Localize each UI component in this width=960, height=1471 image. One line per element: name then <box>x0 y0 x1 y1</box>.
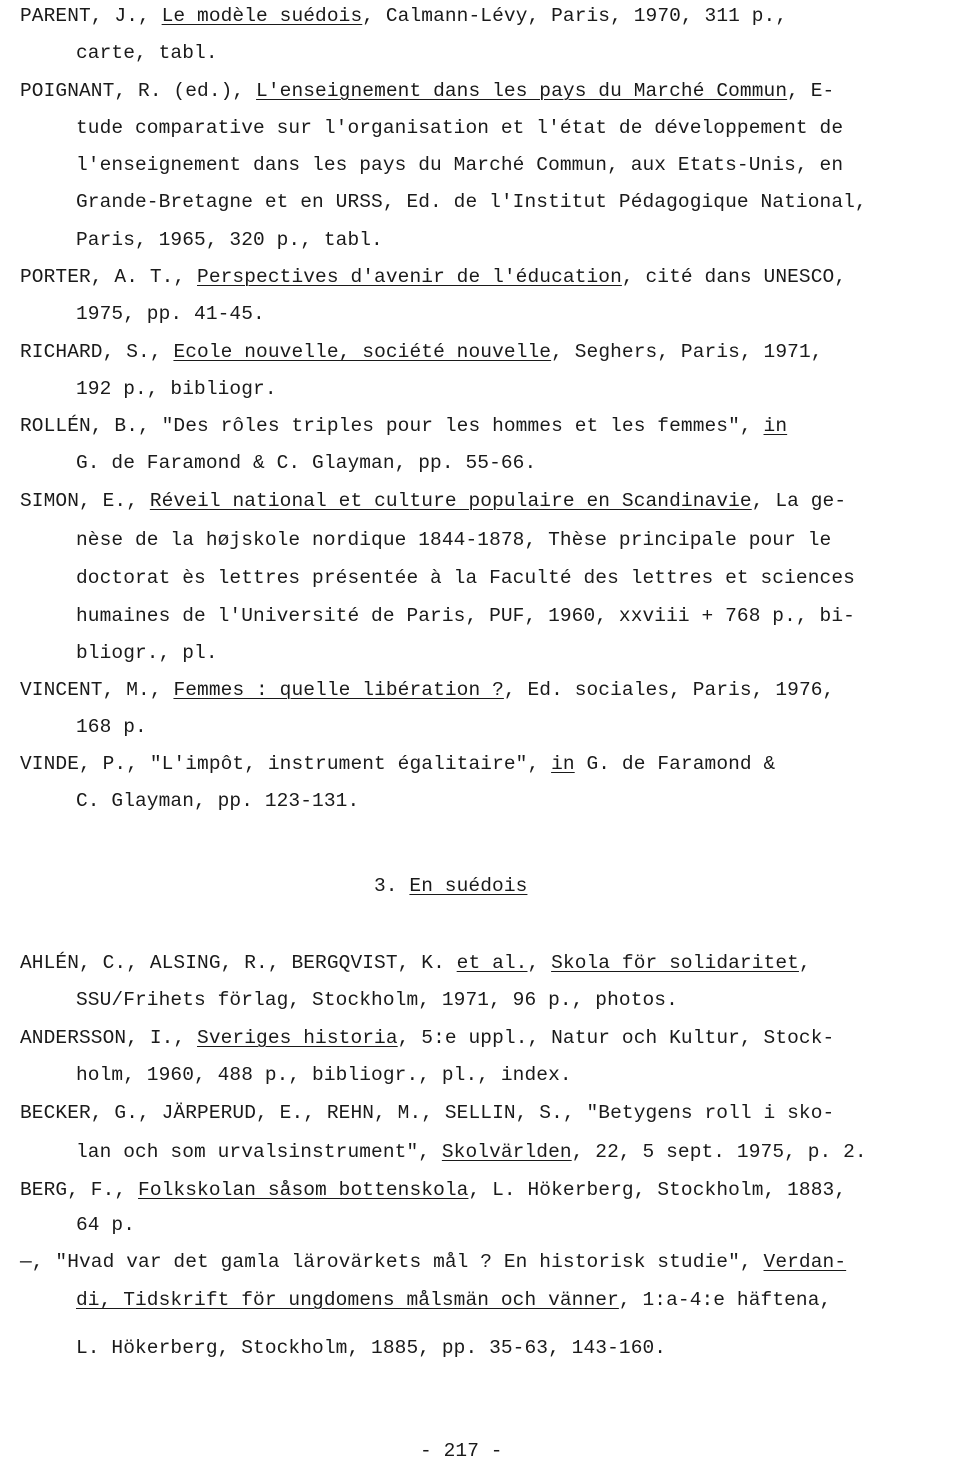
details-text: 192 p., bibliogr. <box>76 378 277 400</box>
bib-entry-hvad-line1 <box>20 1250 846 1274</box>
details-text: L. Hökerberg, Stockholm, 1885, pp. 35-63, 143-160. <box>76 1337 667 1359</box>
separator-text: , <box>798 952 811 974</box>
title-text: Folkskolan såsom bottenskola <box>138 1179 469 1201</box>
details-text: tude comparative sur l'organisation et l'état de développement de <box>76 117 844 139</box>
details-text: , 5:e uppl., Natur och Kultur, Stock- <box>397 1027 835 1049</box>
title-text: L'enseignement dans les pays du Marché Commun <box>256 80 788 102</box>
bib-entry-becker-line1 <box>20 1101 834 1125</box>
author-text: BERG, F., <box>20 1179 139 1201</box>
author-text: RICHARD, S., <box>20 341 174 363</box>
bib-entry-parent-line2 <box>76 41 218 65</box>
journal-text: Skolvärlden <box>441 1141 572 1163</box>
bib-entry-poignant-line1 <box>20 79 834 103</box>
bib-entry-richard-line2 <box>76 377 277 401</box>
author-text: PORTER, A. T., <box>20 266 198 288</box>
section-heading <box>374 874 527 898</box>
in-text: in <box>551 753 575 775</box>
author-text: SIMON, E., <box>20 490 150 512</box>
bib-entry-simon-line5 <box>76 641 218 665</box>
bib-entry-ahlen-line2 <box>76 988 678 1012</box>
page-number: - 217 - <box>420 1440 503 1462</box>
details-text: , La ge- <box>751 490 847 512</box>
journal-text: Verdan- <box>763 1251 847 1273</box>
bib-entry-berg-line2 <box>76 1213 135 1237</box>
section-number: 3. <box>374 875 410 897</box>
bib-entry-poignant-line5 <box>76 228 383 252</box>
etal-text: et al. <box>456 952 528 974</box>
bib-entry-richard-line1 <box>20 340 823 364</box>
details-text: , Ed. sociales, Paris, 1976, <box>503 679 835 701</box>
title-text: Le modèle suédois <box>161 5 363 27</box>
details-text: bliogr., pl. <box>76 642 218 664</box>
author-text: VINCENT, M., <box>20 679 174 701</box>
details-text: C. Glayman, pp. 123-131. <box>76 790 360 812</box>
author-text: ROLLÉN, B., "Des rôles triples pour les hommes et les femmes", <box>20 415 764 437</box>
details-text: lan och som urvalsinstrument", <box>76 1141 442 1163</box>
in-text: in <box>763 415 788 437</box>
bib-entry-andersson-line2 <box>76 1063 572 1087</box>
bib-entry-hvad-line2 <box>76 1288 831 1312</box>
bib-entry-simon-line4 <box>76 604 855 628</box>
title-text: Perspectives d'avenir de l'éducation <box>197 266 622 288</box>
details-text: , 1:a-4:e häftena, <box>618 1289 832 1311</box>
title-text: Réveil national et culture populaire en Scandinavie <box>149 490 752 512</box>
details-text: , L. Hökerberg, Stockholm, 1883, <box>468 1179 847 1201</box>
title-text: Sveriges historia <box>197 1027 398 1049</box>
bib-entry-simon-line3 <box>76 566 855 590</box>
bib-entry-rollen-line2 <box>76 451 536 475</box>
bib-entry-vincent-line2 <box>76 715 147 739</box>
details-text: 168 p. <box>76 716 147 738</box>
details-text: —, "Hvad var det gamla lärovärkets mål ? En historisk studie", <box>20 1251 764 1273</box>
author-text: BECKER, G., JÄRPERUD, E., REHN, M., SELLIN, S., "Betygens roll i sko- <box>20 1102 835 1124</box>
details-text: humaines de l'Université de Paris, PUF, 1960, xxviii + 768 p., bi- <box>76 605 855 627</box>
bib-entry-poignant-line4 <box>76 190 867 214</box>
section-title: En suédois <box>409 875 528 897</box>
bib-entry-poignant-line3 <box>76 153 843 177</box>
author-text: VINDE, P., "L'impôt, instrument égalitaire", <box>20 753 552 775</box>
bib-entry-porter-line1 <box>20 265 846 289</box>
author-text: AHLÉN, C., ALSING, R., BERGQVIST, K. <box>20 952 457 974</box>
details-text: 1975, pp. 41-45. <box>76 303 265 325</box>
bib-entry-andersson-line1 <box>20 1026 834 1050</box>
bib-entry-porter-line2 <box>76 302 265 326</box>
separator-text: , <box>527 952 552 974</box>
details-text: G. de Faramond & <box>574 753 776 775</box>
details-text: G. de Faramond & C. Glayman, pp. 55-66. <box>76 452 537 474</box>
title-text: Skola för solidaritet <box>551 952 799 974</box>
publisher-text: , Calmann-Lévy, Paris, 1970, 311 p., <box>362 5 788 27</box>
bib-entry-hvad-line3 <box>76 1336 666 1360</box>
details-text: nèse de la højskole nordique 1844-1878, Thèse principale pour le <box>76 529 832 551</box>
bib-entry-poignant-line2 <box>76 116 843 140</box>
details-text: 64 p. <box>76 1214 136 1236</box>
details-text: Paris, 1965, 320 p., tabl. <box>76 229 383 251</box>
bib-entry-simon-line1 <box>20 489 846 513</box>
title-text: Femmes : quelle libération ? <box>173 679 504 701</box>
details-text: SSU/Frihets förlag, Stockholm, 1971, 96 p., photos. <box>76 989 678 1011</box>
bib-entry-becker-line2 <box>76 1140 867 1164</box>
bib-entry-ahlen-line1 <box>20 951 811 975</box>
bib-entry-rollen-line1 <box>20 414 787 438</box>
journal-text: di, Tidskrift för ungdomens målsmän och vänner <box>76 1289 619 1311</box>
details-text: doctorat ès lettres présentée à la Faculté des lettres et sciences <box>76 567 855 589</box>
details-text: , Seghers, Paris, 1971, <box>551 341 823 363</box>
bib-entry-vinde-line2 <box>76 789 359 813</box>
author-text: POIGNANT, R. (ed.), <box>20 80 257 102</box>
bib-entry-vincent-line1 <box>20 678 834 702</box>
details-text: , cité dans UNESCO, <box>621 266 847 288</box>
bib-entry-simon-line2 <box>76 528 831 552</box>
details-text: , 22, 5 sept. 1975, p. 2. <box>571 1141 867 1163</box>
bib-entry-berg-line1 <box>20 1178 846 1202</box>
author-text: ANDERSSON, I., <box>20 1027 198 1049</box>
details-text: Grande-Bretagne et en URSS, Ed. de l'Institut Pédagogique National, <box>76 191 867 213</box>
author-text: PARENT, J., <box>20 5 162 27</box>
details-text: l'enseignement dans les pays du Marché Commun, aux Etats-Unis, en <box>76 154 844 176</box>
title-text: Ecole nouvelle, société nouvelle <box>173 341 552 363</box>
details-text: carte, tabl. <box>76 42 218 64</box>
bib-entry-vinde-line1 <box>20 752 775 776</box>
details-text: , E- <box>787 80 835 102</box>
details-text: holm, 1960, 488 p., bibliogr., pl., index. <box>76 1064 572 1086</box>
bib-entry-parent-line1 <box>20 4 787 28</box>
